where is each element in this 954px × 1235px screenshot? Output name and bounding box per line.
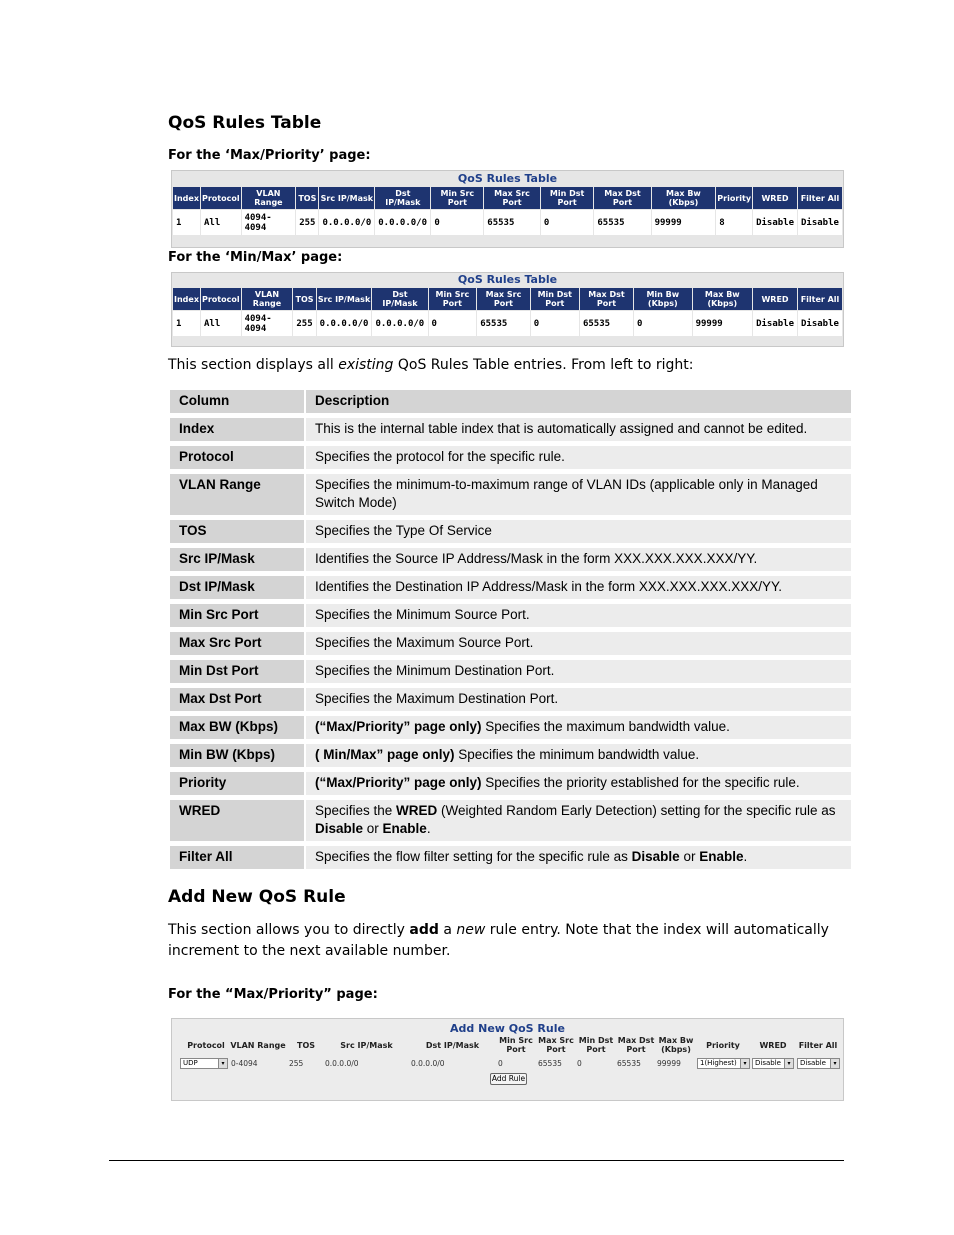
table-row (170, 772, 851, 795)
min-src-port-input[interactable]: 0 (498, 1059, 503, 1068)
column-header: Max Bw (Kbps) (652, 187, 716, 209)
table-row (170, 474, 851, 515)
table-cell: 4094- 4094 (242, 311, 293, 336)
column-header: Max Src Port (484, 187, 540, 209)
table-cell: 0 (431, 210, 483, 235)
column-description (306, 846, 851, 869)
bold-term: add (409, 922, 439, 938)
column-header: Index (173, 187, 200, 209)
table-cell: 0.0.0.0/0 (372, 311, 427, 336)
header-filter-all: Filter All (798, 1041, 838, 1050)
column-name: Filter All (170, 846, 304, 869)
column-header: Max Bw (Kbps) (693, 288, 753, 310)
column-header: WRED (753, 187, 797, 209)
header-min-dst-port: Min Dst Port (578, 1036, 614, 1054)
max-dst-port-input[interactable]: 65535 (617, 1059, 641, 1068)
table-row (170, 660, 851, 683)
column-description: Specifies the protocol for the specific rule. (306, 446, 851, 469)
table-cell: 255 (293, 311, 315, 336)
column-header: Src IP/Mask (319, 187, 374, 209)
header-max-bw: Max Bw (Kbps) (658, 1036, 694, 1054)
table-row (170, 548, 851, 571)
table-cell: 1 (173, 311, 200, 336)
table-cell: 99999 (693, 311, 753, 336)
wred-value: Disable (755, 1059, 781, 1067)
max-src-port-input[interactable]: 65535 (538, 1059, 562, 1068)
description-text: or (679, 849, 700, 864)
table-cell: 0 (531, 311, 579, 336)
column-header: Min Dst Port (531, 288, 579, 310)
column-name: Src IP/Mask (170, 548, 304, 571)
header-src-ip-mask: Src IP/Mask (340, 1041, 393, 1050)
screenshot-title: QoS Rules Table (457, 273, 558, 286)
column-header: Min Bw (Kbps) (634, 288, 692, 310)
wred-select[interactable] (752, 1058, 794, 1069)
screenshot-title: QoS Rules Table (457, 172, 558, 185)
column-description: Identifies the Destination IP Address/Mask in the form XXX.XXX.XXX.XXX/YY. (306, 576, 851, 599)
column-header: Protocol (201, 187, 241, 209)
table-row (170, 846, 851, 869)
table-row (170, 744, 851, 767)
table-header-row (173, 288, 842, 310)
chevron-down-icon: ▾ (784, 1059, 793, 1068)
bold-term: Disable (315, 821, 364, 836)
column-name: Min Src Port (170, 604, 304, 627)
priority-value: 1(Highest) (700, 1059, 737, 1067)
column-description: Specifies the Minimum Destination Port. (306, 660, 851, 683)
column-header: TOS (293, 288, 315, 310)
column-header: Column (170, 390, 304, 413)
column-header: Max Src Port (477, 288, 529, 310)
bold-note: (“Max/Priority” page only) (315, 719, 482, 734)
header-min-src-port: Min Src Port (499, 1036, 533, 1054)
table-cell: 4094- 4094 (242, 210, 296, 235)
qos-rules-table-screenshot-max (171, 170, 844, 248)
filter-all-value: Disable (800, 1059, 826, 1067)
column-header: Filter All (798, 187, 842, 209)
column-header: Priority (716, 187, 752, 209)
table-cell: Disable (798, 210, 842, 235)
intro-text: This section displays all (168, 357, 339, 373)
table-cell: 65535 (594, 210, 650, 235)
column-description-table (168, 385, 853, 874)
table-row (170, 576, 851, 599)
column-header: Max Dst Port (580, 288, 633, 310)
table-row (170, 716, 851, 739)
table-cell: 0.0.0.0/0 (319, 210, 374, 235)
table-cell: All (201, 210, 241, 235)
table-row (170, 520, 851, 543)
table-cell: Disable (753, 210, 797, 235)
column-name: VLAN Range (170, 474, 304, 515)
column-description: Specifies the Maximum Source Port. (306, 632, 851, 655)
footer-divider (109, 1160, 844, 1161)
table-row (170, 604, 851, 627)
column-header: Filter All (798, 288, 842, 310)
table-row (170, 418, 851, 441)
paragraph-text: This section allows you to directly (168, 922, 410, 938)
column-name: Min Dst Port (170, 660, 304, 683)
table-row (170, 800, 851, 841)
column-header: VLAN Range (242, 187, 296, 209)
description-text: . (743, 849, 748, 864)
column-header: Src IP/Mask (317, 288, 372, 310)
header-max-dst-port: Max Dst Port (617, 1036, 655, 1054)
header-protocol: Protocol (187, 1041, 225, 1050)
bold-term: Enable (382, 821, 427, 836)
add-rule-button[interactable]: Add Rule (491, 1074, 526, 1083)
column-name: Max Src Port (170, 632, 304, 655)
column-description (306, 744, 851, 767)
column-description: Identifies the Source IP Address/Mask in the form XXX.XXX.XXX.XXX/YY. (306, 548, 851, 571)
header-max-src-port: Max Src Port (538, 1036, 574, 1054)
filter-all-select[interactable] (797, 1058, 840, 1069)
table-cell: 65535 (580, 311, 633, 336)
column-header: WRED (753, 288, 797, 310)
table-cell: 255 (296, 210, 318, 235)
column-name: TOS (170, 520, 304, 543)
qos-rules-table-min (172, 287, 843, 337)
table-cell: 0 (541, 210, 594, 235)
description-text: . (426, 821, 431, 836)
column-name: Max BW (Kbps) (170, 716, 304, 739)
intro-emphasis: existing (338, 357, 394, 373)
column-description (306, 716, 851, 739)
table-row (173, 210, 842, 235)
header-dst-ip-mask: Dst IP/Mask (425, 1041, 480, 1050)
intro-paragraph (168, 355, 848, 376)
table-cell: 65535 (477, 311, 529, 336)
vlan-range-input[interactable]: 0-4094 (231, 1059, 258, 1068)
description-text: Specifies the maximum bandwidth value. (481, 719, 730, 734)
priority-select[interactable] (697, 1058, 750, 1069)
table-header-row (173, 187, 842, 209)
column-description: Specifies the Maximum Destination Port. (306, 688, 851, 711)
column-header: Min Src Port (429, 288, 477, 310)
description-text: Specifies the minimum bandwidth value. (454, 747, 700, 762)
column-description: This is the internal table index that is automatically assigned and cannot be edited. (306, 418, 851, 441)
column-header: Max Dst Port (594, 187, 650, 209)
column-header: TOS (296, 187, 318, 209)
form-title: Add New QoS Rule (450, 1022, 565, 1035)
table-row (170, 446, 851, 469)
chevron-down-icon: ▾ (830, 1059, 839, 1068)
chevron-down-icon: ▾ (740, 1059, 749, 1068)
description-header: Description (306, 390, 851, 413)
table-header-row (170, 390, 851, 413)
column-header: Dst IP/Mask (372, 288, 427, 310)
column-name: Min BW (Kbps) (170, 744, 304, 767)
table-row (170, 688, 851, 711)
bold-term: WRED (396, 803, 438, 818)
qos-rules-table-max (172, 186, 843, 236)
description-text: Specifies the priority established for the specific rule. (481, 775, 800, 790)
table-row (173, 311, 842, 336)
column-header: Min Src Port (431, 187, 483, 209)
paragraph-text: a (438, 922, 457, 938)
header-wred: WRED (759, 1041, 787, 1050)
table-cell: 1 (173, 210, 200, 235)
caption-max-priority: For the ‘Max/Priority’ page: (168, 148, 371, 163)
column-description: Specifies the minimum-to-maximum range of VLAN IDs (applicable only in Managed Switch Mode) (306, 474, 851, 515)
header-vlan-range: VLAN Range (230, 1041, 286, 1050)
max-bw-input[interactable]: 99999 (657, 1059, 681, 1068)
protocol-select[interactable] (180, 1058, 228, 1069)
table-cell: Disable (753, 311, 797, 336)
column-description: Specifies the Minimum Source Port. (306, 604, 851, 627)
column-header: Protocol (201, 288, 241, 310)
bold-note: ( Min/Max” page only) (315, 747, 455, 762)
description-text: Specifies the flow filter setting for the specific rule as (315, 849, 632, 864)
table-cell: 0.0.0.0/0 (375, 210, 430, 235)
chevron-down-icon: ▾ (218, 1059, 227, 1068)
bold-term: Disable (631, 849, 680, 864)
table-cell: 0 (634, 311, 692, 336)
description-text: or (363, 821, 383, 836)
column-header: VLAN Range (242, 288, 293, 310)
protocol-value: UDP (183, 1059, 198, 1067)
column-name: WRED (170, 800, 304, 841)
column-name: Max Dst Port (170, 688, 304, 711)
description-text: (Weighted Random Early Detection) setting for the specific rule as (437, 803, 836, 818)
min-dst-port-input[interactable]: 0 (577, 1059, 582, 1068)
column-name: Dst IP/Mask (170, 576, 304, 599)
table-cell: Disable (798, 311, 842, 336)
column-header: Index (173, 288, 200, 310)
caption-add-rule-max-priority: For the “Max/Priority” page: (168, 987, 378, 1002)
dst-ip-mask-input[interactable]: 0.0.0.0/0 (411, 1059, 445, 1068)
bold-note: (“Max/Priority” page only) (315, 775, 482, 790)
column-description: Specifies the Type Of Service (306, 520, 851, 543)
column-description (306, 800, 851, 841)
table-cell: All (201, 311, 241, 336)
table-cell: 0 (429, 311, 477, 336)
section-heading-qos-rules: QoS Rules Table (168, 113, 322, 133)
add-rule-paragraph (168, 920, 848, 962)
add-new-qos-rule-form-screenshot (171, 1018, 844, 1101)
src-ip-mask-input[interactable]: 0.0.0.0/0 (325, 1059, 359, 1068)
bold-term: Enable (699, 849, 744, 864)
table-cell: 8 (716, 210, 752, 235)
section-heading-add-rule: Add New QoS Rule (168, 887, 346, 907)
description-text: Specifies the (315, 803, 397, 818)
paragraph-text: rule entry. Note that the index will automatically increment to the next available number. (168, 922, 829, 959)
column-description (306, 772, 851, 795)
table-cell: 99999 (652, 210, 716, 235)
tos-input[interactable]: 255 (289, 1059, 304, 1068)
paragraph-emphasis: new (456, 922, 486, 938)
column-header: Dst IP/Mask (375, 187, 430, 209)
caption-min-max: For the ‘Min/Max’ page: (168, 250, 343, 265)
column-name: Protocol (170, 446, 304, 469)
table-row (170, 632, 851, 655)
qos-rules-table-screenshot-min (171, 272, 844, 347)
table-cell: 0.0.0.0/0 (317, 311, 372, 336)
table-cell: 65535 (484, 210, 540, 235)
intro-text: QoS Rules Table entries. From left to right: (393, 357, 694, 373)
header-tos: TOS (296, 1041, 316, 1050)
column-name: Index (170, 418, 304, 441)
column-header: Min Dst Port (541, 187, 594, 209)
column-name: Priority (170, 772, 304, 795)
header-priority: Priority (706, 1041, 740, 1050)
